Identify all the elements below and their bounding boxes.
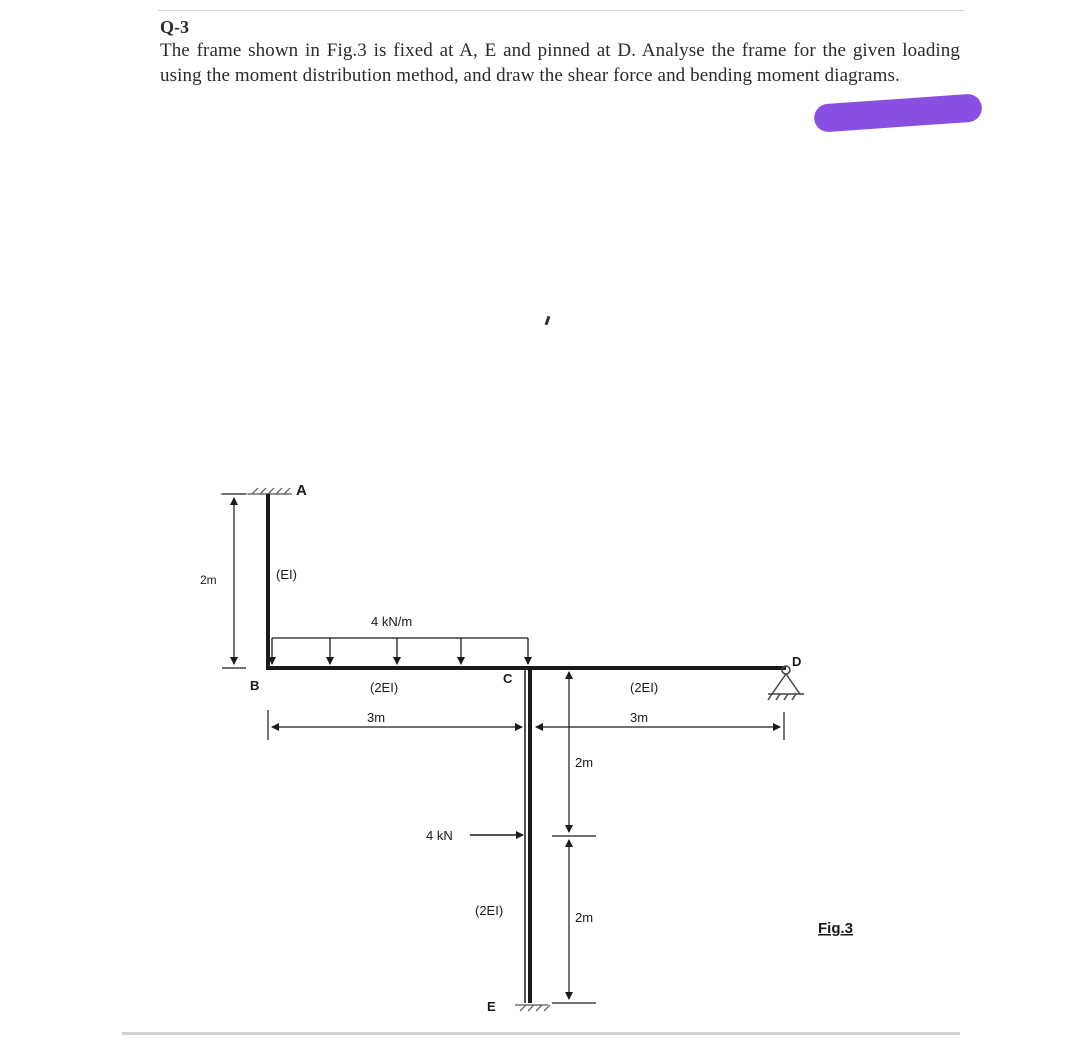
node-label-c: C (503, 671, 513, 686)
stiffness-bc: (2EI) (370, 680, 399, 695)
question-text: The frame shown in Fig.3 is fixed at A, E and pinned at D. Analyse the frame for the given loading using the moment distribution method, and draw the shear force and bending moment diagrams. (160, 40, 960, 86)
node-label-e: E (487, 999, 496, 1014)
stiffness-ab: (EI) (276, 567, 297, 582)
question-number: Q-3 (160, 17, 189, 37)
dim-label-ab: 2m (200, 573, 217, 587)
node-label-a: A (296, 482, 307, 499)
bottom-divider (122, 1032, 960, 1035)
dimension-horizontal (268, 710, 784, 740)
dim-label-c-load: 2m (575, 755, 594, 770)
stiffness-cd: (2EI) (630, 680, 659, 695)
udl-label: 4 kN/m (371, 614, 413, 629)
fixed-support-a (248, 488, 292, 494)
node-label-d: D (792, 654, 802, 669)
fixed-support-e (515, 1005, 550, 1011)
dim-label-bc: 3m (367, 710, 386, 725)
point-load-label: 4 kN (426, 828, 453, 843)
figure-caption: Fig.3 (818, 920, 854, 937)
node-label-b: B (250, 678, 260, 693)
dimension-vertical-ce (552, 672, 596, 1003)
dim-label-load-e: 2m (575, 910, 594, 925)
pin-support-d (768, 666, 804, 700)
distributed-load (272, 638, 528, 664)
dim-label-cd: 3m (630, 710, 649, 725)
stiffness-ce: (2EI) (475, 903, 504, 918)
dimension-ab (222, 494, 246, 668)
